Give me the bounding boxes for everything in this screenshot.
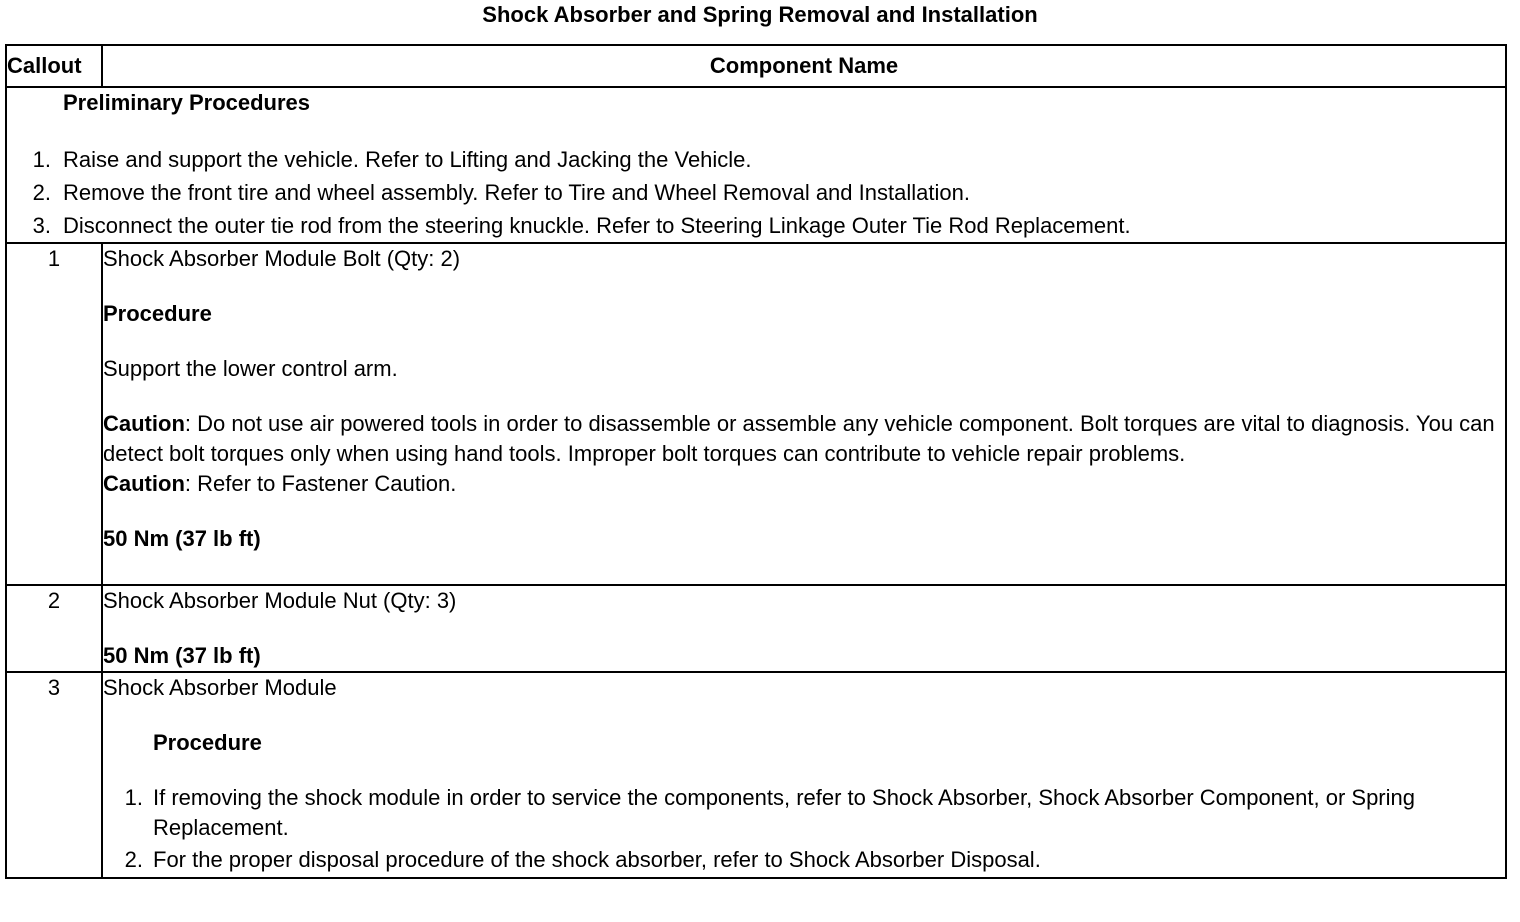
caution-label: Caution bbox=[103, 471, 185, 496]
component-name-column-header: Component Name bbox=[102, 45, 1506, 87]
step-number: 2. bbox=[32, 180, 51, 205]
caution-text: : Refer to Fastener Caution. bbox=[184, 471, 457, 496]
step-number: 1. bbox=[32, 147, 51, 172]
step-text: Disconnect the outer tie rod from the steering knuckle. Refer to Steering Linkage Outer Tie Rod Replacement. bbox=[63, 213, 1131, 238]
callout-column-header: Callout bbox=[6, 45, 102, 87]
list-item bbox=[103, 783, 1505, 843]
caution-note bbox=[103, 409, 1505, 469]
step-number: 3. bbox=[32, 213, 51, 238]
procedure-text: Support the lower control arm. bbox=[103, 356, 398, 381]
caution-text: : Do not use air powered tools in order to disassemble or assemble any vehicle component. Bolt torques are vital to diagnosis. You can detect bolt torques only when using hand tools. Improper bolt torques can contribute to vehicle repair problems. bbox=[103, 411, 1495, 466]
table-row bbox=[6, 585, 1506, 672]
callout-cell: 3 bbox=[6, 672, 102, 878]
preliminary-heading: Preliminary Procedures bbox=[63, 90, 311, 115]
page-title: Shock Absorber and Spring Removal and Installation bbox=[482, 2, 1038, 27]
component-cell bbox=[102, 243, 1506, 585]
step-text: For the proper disposal procedure of the shock absorber, refer to Shock Absorber Disposal. bbox=[153, 847, 1041, 872]
procedure-table bbox=[5, 44, 1507, 879]
procedure-label: Procedure bbox=[103, 301, 212, 326]
caution-note bbox=[103, 469, 1505, 499]
list-item bbox=[7, 176, 1505, 209]
step-text: Remove the front tire and wheel assembly. Refer to Tire and Wheel Removal and Installation. bbox=[63, 180, 970, 205]
callout-cell: 2 bbox=[6, 585, 102, 672]
callout-cell: 1 bbox=[6, 243, 102, 585]
procedure-steps bbox=[103, 783, 1505, 875]
step-number: 2. bbox=[124, 847, 143, 872]
component-name: Shock Absorber Module Nut (Qty: 3) bbox=[103, 588, 457, 613]
preliminary-cell bbox=[6, 87, 1506, 243]
step-text: Raise and support the vehicle. Refer to Lifting and Jacking the Vehicle. bbox=[63, 147, 752, 172]
table-row bbox=[6, 672, 1506, 878]
torque-spec: 50 Nm (37 lb ft) bbox=[103, 643, 261, 668]
preliminary-steps bbox=[7, 143, 1505, 242]
caution-label: Caution bbox=[103, 411, 185, 436]
component-cell bbox=[102, 672, 1506, 878]
torque-spec: 50 Nm (37 lb ft) bbox=[103, 526, 261, 551]
procedure-label: Procedure bbox=[153, 730, 262, 755]
list-item bbox=[103, 845, 1505, 875]
component-name: Shock Absorber Module bbox=[103, 675, 337, 700]
list-item bbox=[7, 143, 1505, 176]
step-number: 1. bbox=[124, 785, 143, 810]
list-item bbox=[7, 209, 1505, 242]
table-row bbox=[6, 243, 1506, 585]
table-header-row bbox=[6, 45, 1506, 87]
component-name: Shock Absorber Module Bolt (Qty: 2) bbox=[103, 246, 461, 271]
preliminary-row bbox=[6, 87, 1506, 243]
component-cell bbox=[102, 585, 1506, 672]
step-text: If removing the shock module in order to service the components, refer to Shock Absorber, Shock Absorber Component, or Spring Replacement. bbox=[153, 785, 1415, 840]
